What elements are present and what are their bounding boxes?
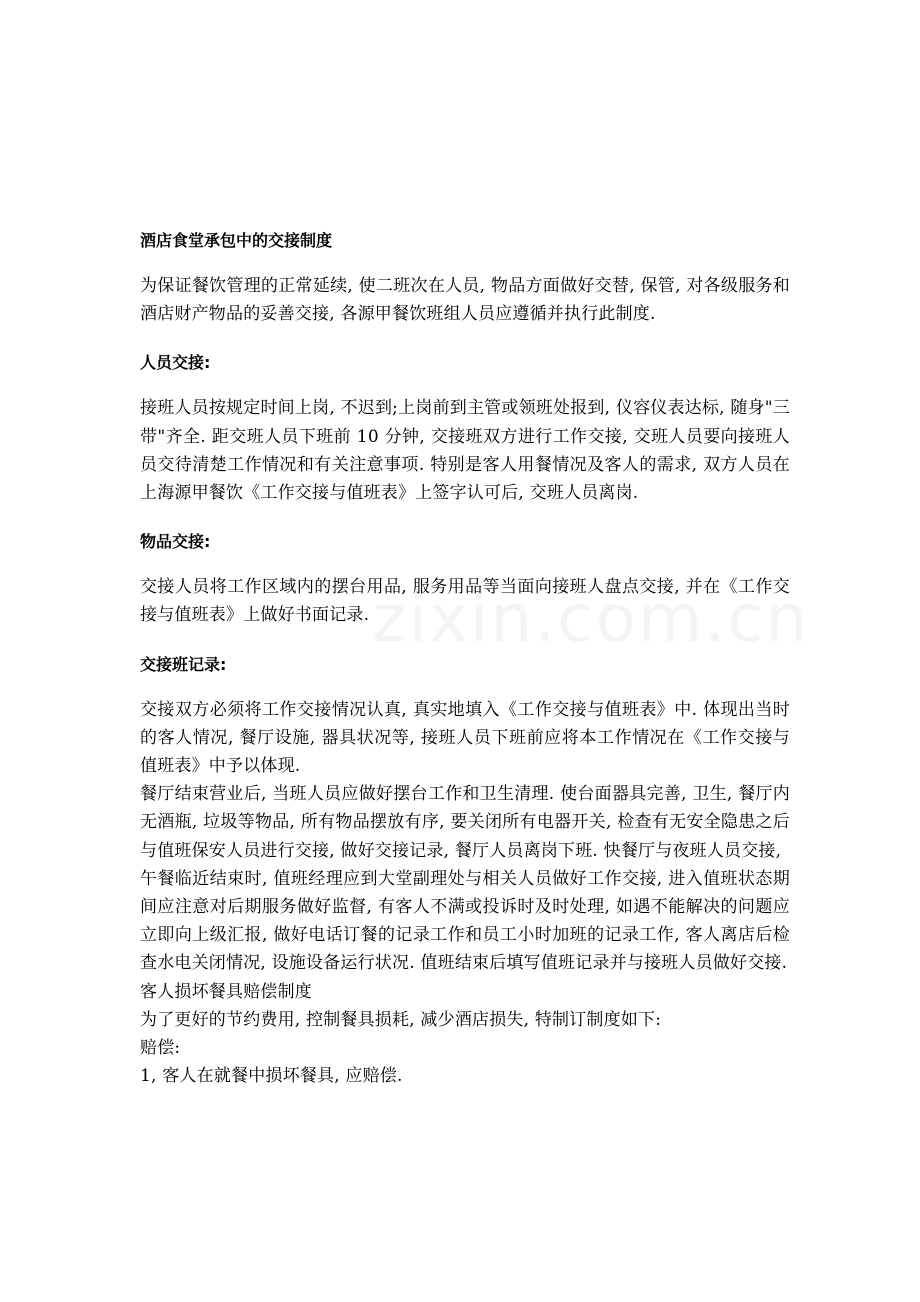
records-paragraph-3: 午餐临近结束时, 值班经理应到大堂副理处与相关人员做好工作交接, 进入值班状态期间应注意对后期服务做好监督, 有客人不满或投诉时及时处理, 如遇不能解决的问题应立即向上级汇报, 做好电话订餐的记录工作和员工小时加班的记录工作, 客人离店后检查水电关闭情况, 设施设备运行状况. 值班结束后填写值班记录并与接班人员做好交接. — [140, 868, 790, 974]
compensation-item-1: 1, 客人在就餐中损坏餐具, 应赔偿. — [140, 1066, 403, 1087]
items-paragraph: 交接人员将工作区域内的摆台用品, 服务用品等当面向接班人盘点交接, 并在《工作交接与值班表》上做好书面记录. — [140, 577, 790, 626]
document-title: 酒店食堂承包中的交接制度 — [140, 231, 333, 250]
intro-paragraph: 为保证餐饮管理的正常延续, 使二班次在人员, 物品方面做好交替, 保管, 对各级服务和酒店财产物品的妥善交接, 各源甲餐饮班组人员应遵循并执行此制度. — [140, 276, 790, 325]
records-paragraph-1: 交接双方必须将工作交接情况认真, 真实地填入《工作交接与值班表》中. 体现出当时的客人情况, 餐厅设施, 器具状况等, 接班人员下班前应将本工作情况在《工作交接与值班表》中予以体现. — [140, 699, 790, 777]
section-heading-records: 交接班记录: — [140, 654, 227, 674]
compensation-intro: 为了更好的节约费用, 控制餐具损耗, 减少酒店损失, 特制订制度如下: — [140, 1009, 662, 1030]
document-body — [140, 226, 790, 1090]
compensation-title: 客人损坏餐具赔偿制度 — [140, 981, 312, 1002]
personnel-paragraph: 接班人员按规定时间上岗, 不迟到;上岗前到主管或领班处报到, 仪容仪表达标, 随身"三带"齐全. 距交班人员下班前 10 分钟, 交接班双方进行工作交接, 交班人员要向接班人员交待清楚工作情况和有关注意事项. 特别是客人用餐情况及客人的需求, 双方人员在上海源甲餐饮《工作交接与值班表》上签字认可后, 交班人员离岗. — [140, 398, 790, 504]
compensation-label: 赔偿: — [140, 1038, 181, 1059]
section-heading-personnel: 人员交接: — [140, 353, 211, 373]
section-heading-items: 物品交接: — [140, 532, 211, 552]
records-paragraph-2: 餐厅结束营业后, 当班人员应做好摆台工作和卫生清理. 使台面器具完善, 卫生, 餐厅内无酒瓶, 垃圾等物品, 所有物品摆放有序, 要关闭所有电器开关, 检查有无安全隐患之后与值班保安人员进行交接, 做好交接记录, 餐厅人员离岗下班. 快餐厅与夜班人员交接, — [140, 784, 790, 861]
